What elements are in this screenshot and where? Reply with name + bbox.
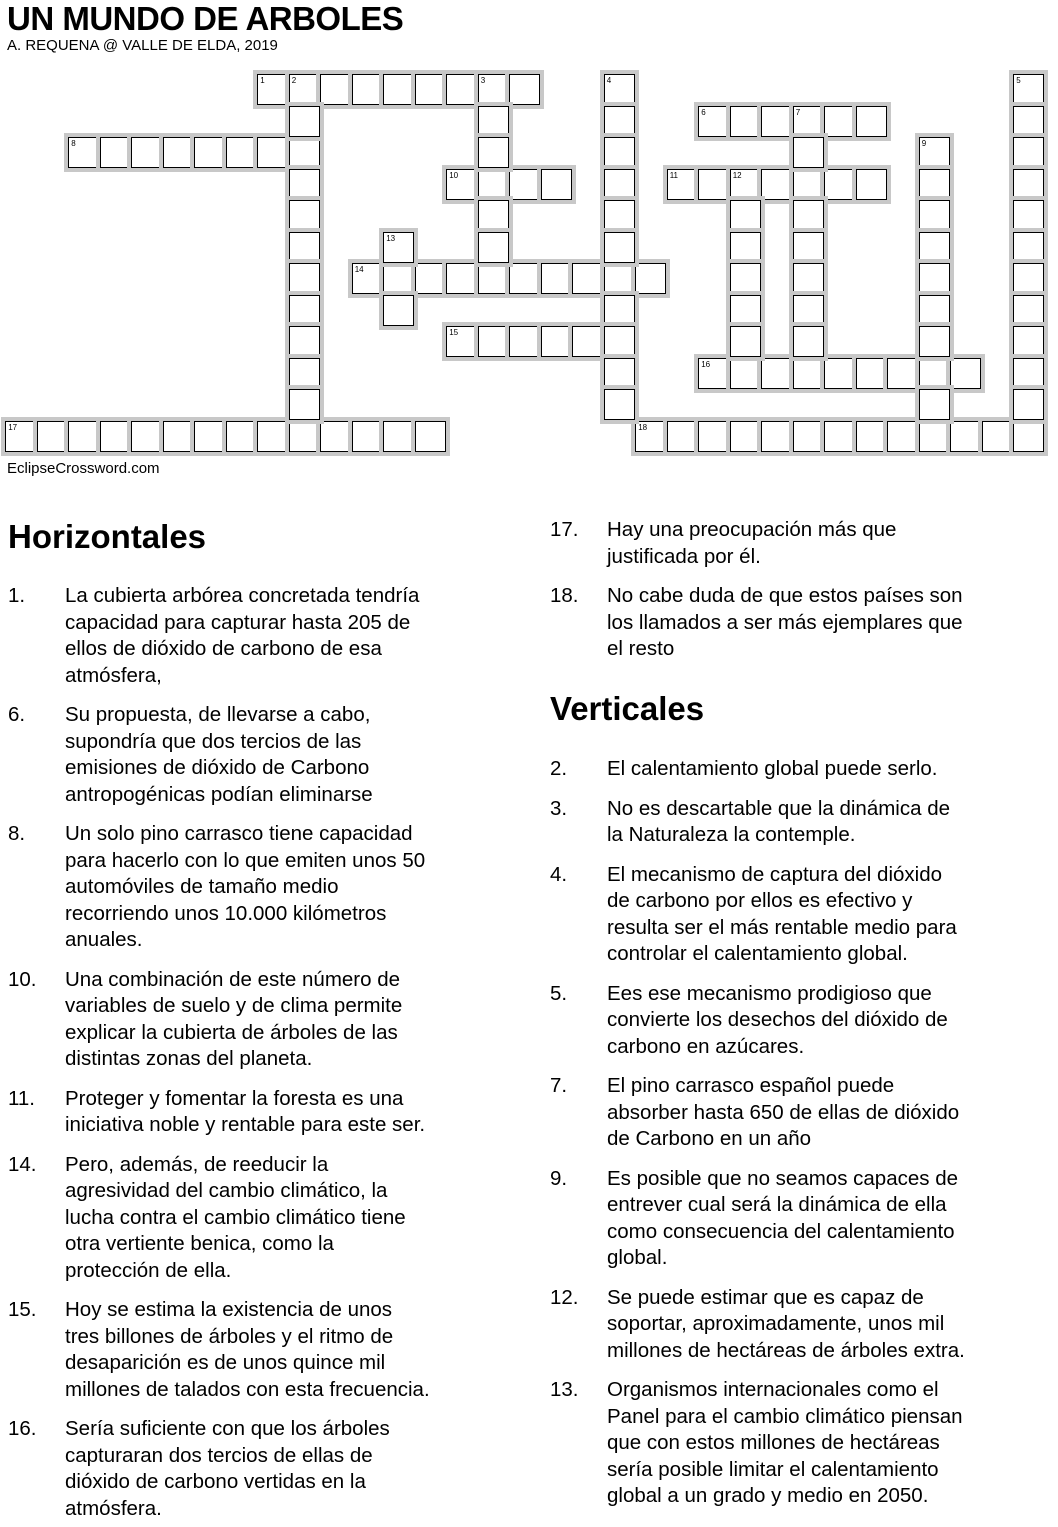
clue-line: justificada por él. bbox=[607, 544, 761, 568]
clue-number-label: 9. bbox=[550, 1166, 568, 1190]
crossword-cell[interactable] bbox=[1013, 137, 1044, 168]
clue-line: soportar, aproximadamente, unos mil bbox=[607, 1312, 945, 1335]
clue-line: El pino carrasco español puede bbox=[607, 1074, 895, 1097]
crossword-cell[interactable] bbox=[289, 358, 320, 389]
clue-text bbox=[607, 796, 1047, 849]
crossword-cell[interactable] bbox=[320, 421, 351, 452]
crossword-cell[interactable] bbox=[226, 421, 257, 452]
crossword-cell[interactable] bbox=[1013, 358, 1044, 389]
clue-line: Proteger y fomentar la foresta es una bbox=[65, 1086, 404, 1110]
clue-line: para hacerlo con lo que emiten unos 50 bbox=[65, 848, 426, 872]
clue-text bbox=[65, 583, 505, 689]
crossword-cell[interactable] bbox=[289, 106, 320, 137]
clue-number-label: 17. bbox=[550, 518, 579, 541]
clue-text bbox=[65, 1416, 505, 1522]
crossword-cell[interactable] bbox=[761, 106, 792, 137]
crossword-cell[interactable] bbox=[667, 169, 698, 200]
crossword-cell[interactable] bbox=[289, 389, 320, 420]
clue-number-label: 13. bbox=[550, 1378, 579, 1401]
crossword-cell[interactable] bbox=[730, 326, 761, 357]
crossword-cell[interactable] bbox=[1013, 74, 1044, 105]
crossword-cell[interactable] bbox=[919, 263, 950, 294]
crossword-cell[interactable] bbox=[1013, 326, 1044, 357]
clue-number-label: 15. bbox=[8, 1298, 37, 1321]
clue-number-label: 5. bbox=[550, 981, 568, 1005]
crossword-cell[interactable] bbox=[415, 263, 446, 294]
clue-number-label: 6. bbox=[8, 703, 26, 726]
clue-number-label: 14. bbox=[8, 1152, 37, 1176]
crossword-cell[interactable] bbox=[478, 74, 509, 105]
crossword-cell[interactable] bbox=[919, 421, 950, 452]
crossword-cell[interactable] bbox=[698, 106, 729, 137]
clue-line: No cabe duda de que estos países son bbox=[607, 584, 963, 607]
crossword-cell[interactable] bbox=[604, 74, 635, 105]
crossword-cell[interactable] bbox=[1013, 295, 1044, 326]
crossword-cell[interactable] bbox=[478, 169, 509, 200]
crossword-cell[interactable] bbox=[194, 137, 225, 168]
crossword-cell[interactable] bbox=[856, 106, 887, 137]
crossword-cell[interactable] bbox=[635, 263, 666, 294]
clue-text bbox=[607, 981, 1047, 1061]
clue-number: 14 bbox=[354, 265, 364, 274]
clue-text bbox=[65, 967, 505, 1073]
crossword-cell[interactable] bbox=[793, 232, 824, 263]
clue-text bbox=[607, 517, 1047, 570]
crossword-cell[interactable] bbox=[887, 421, 918, 452]
crossword-cell[interactable] bbox=[793, 137, 824, 168]
clue-number: 16 bbox=[701, 359, 711, 369]
clue-text bbox=[65, 1086, 505, 1139]
clue-line: Pero, además, de reeducir la bbox=[65, 1152, 329, 1176]
crossword-cell[interactable] bbox=[730, 295, 761, 326]
crossword-cell[interactable] bbox=[730, 232, 761, 263]
clue-number: 15 bbox=[449, 328, 459, 337]
clue-line: de Carbono en un año bbox=[607, 1127, 812, 1150]
clue-line: automóviles de tamaño medio bbox=[65, 875, 339, 898]
crossword-cell[interactable] bbox=[446, 169, 477, 200]
crossword-cell[interactable] bbox=[257, 74, 288, 105]
clue-line: emisiones de dióxido de Carbono bbox=[65, 756, 370, 779]
crossword-cell[interactable] bbox=[761, 169, 792, 200]
crossword-cell[interactable] bbox=[919, 326, 950, 357]
crossword-cell[interactable] bbox=[887, 358, 918, 389]
crossword-cell[interactable] bbox=[478, 106, 509, 137]
crossword-cell[interactable] bbox=[383, 263, 414, 294]
crossword-cell[interactable] bbox=[856, 358, 887, 389]
clue-line: lucha contra el cambio climático tiene bbox=[65, 1205, 406, 1229]
crossword-cell[interactable] bbox=[950, 421, 981, 452]
clue-line: Una combinación de este número de bbox=[65, 967, 401, 991]
clue-text bbox=[607, 1377, 1047, 1510]
clue-line: dióxido de carbono vertidas en la bbox=[65, 1470, 366, 1493]
clue-line: Panel para el cambio climático piensan bbox=[607, 1404, 963, 1428]
clue-line: distintas zonas del planeta. bbox=[65, 1047, 313, 1070]
clue-line: millones de hectáreas de árboles extra. bbox=[607, 1338, 965, 1362]
crossword-cell[interactable] bbox=[793, 326, 824, 357]
clue-number: 17 bbox=[8, 422, 18, 432]
clue-text bbox=[65, 702, 505, 808]
crossword-cell[interactable] bbox=[541, 169, 572, 200]
crossword-cell[interactable] bbox=[68, 421, 99, 452]
clue-number: 6 bbox=[701, 107, 706, 117]
clue-line: entrever cual será la dinámica de ella bbox=[607, 1193, 947, 1216]
clue-line: millones de talados con esta frecuencia. bbox=[65, 1377, 430, 1401]
crossword-cell[interactable] bbox=[919, 389, 950, 420]
crossword-cell[interactable] bbox=[446, 263, 477, 294]
clue-line: atmósfera. bbox=[65, 1496, 162, 1520]
crossword-cell[interactable] bbox=[478, 263, 509, 294]
crossword-cell[interactable] bbox=[793, 200, 824, 231]
crossword-cell[interactable] bbox=[100, 137, 131, 168]
crossword-cell[interactable] bbox=[289, 200, 320, 231]
crossword-cell[interactable] bbox=[730, 200, 761, 231]
crossword-cell[interactable] bbox=[289, 169, 320, 200]
crossword-cell[interactable] bbox=[100, 421, 131, 452]
clue-line: global. bbox=[607, 1246, 668, 1269]
clue-number: 7 bbox=[795, 107, 801, 117]
clue-line: iniciativa noble y rentable para este ser. bbox=[65, 1113, 426, 1136]
crossword-cell[interactable] bbox=[131, 421, 162, 452]
crossword-cell[interactable] bbox=[919, 169, 950, 200]
clue-text bbox=[65, 821, 505, 954]
clue-number-label: 8. bbox=[8, 822, 26, 845]
clue-line: capturaran dos tercios de ellas de bbox=[65, 1443, 373, 1467]
crossword-cell[interactable] bbox=[919, 200, 950, 231]
clue-number: 13 bbox=[386, 233, 396, 243]
crossword-cell[interactable] bbox=[604, 295, 635, 326]
crossword-cell[interactable] bbox=[478, 137, 509, 168]
crossword-cell[interactable] bbox=[982, 421, 1013, 452]
crossword-cell[interactable] bbox=[163, 421, 194, 452]
clue-line: Un solo pino carrasco tiene capacidad bbox=[65, 822, 413, 845]
crossword-cell[interactable] bbox=[5, 421, 36, 452]
crossword-cell[interactable] bbox=[698, 421, 729, 452]
crossword-cell[interactable] bbox=[415, 74, 446, 105]
clue-line: Su propuesta, de llevarse a cabo, bbox=[65, 703, 371, 726]
clue-line: capacidad para capturar hasta 205 de bbox=[65, 610, 411, 634]
crossword-cell[interactable] bbox=[352, 421, 383, 452]
crossword-cell[interactable] bbox=[509, 74, 540, 105]
clue-line: explicar la cubierta de árboles de las bbox=[65, 1020, 398, 1044]
crossword-cell[interactable] bbox=[730, 263, 761, 294]
crossword-cell[interactable] bbox=[478, 200, 509, 231]
crossword-cell[interactable] bbox=[572, 326, 603, 357]
crossword-cell[interactable] bbox=[289, 232, 320, 263]
clue-line: Hay una preocupación más que bbox=[607, 518, 897, 541]
clue-line: convierte los desechos del dióxido de bbox=[607, 1008, 948, 1031]
crossword-cell[interactable] bbox=[383, 421, 414, 452]
crossword-cell[interactable] bbox=[604, 106, 635, 137]
crossword-cell[interactable] bbox=[793, 295, 824, 326]
clue-line: que con estos millones de hectáreas bbox=[607, 1431, 940, 1454]
crossword-cell[interactable] bbox=[352, 263, 383, 294]
crossword-cell[interactable] bbox=[289, 326, 320, 357]
crossword-cell[interactable] bbox=[604, 169, 635, 200]
clue-line: antropogénicas podían eliminarse bbox=[65, 782, 373, 806]
crossword-cell[interactable] bbox=[604, 137, 635, 168]
crossword-cell[interactable] bbox=[1013, 389, 1044, 420]
horizontales-heading: Horizontales bbox=[8, 518, 207, 555]
crossword-cell[interactable] bbox=[383, 232, 414, 263]
clue-line: El mecanismo de captura del dióxido bbox=[607, 862, 943, 886]
crossword-cell[interactable] bbox=[856, 169, 887, 200]
crossword-cell[interactable] bbox=[698, 358, 729, 389]
clue-line: ellos de dióxido de carbono de esa bbox=[65, 637, 382, 660]
crossword-cell[interactable] bbox=[194, 421, 225, 452]
clue-line: Es posible que no seamos capaces de bbox=[607, 1166, 959, 1190]
clue-number: 4 bbox=[606, 76, 612, 85]
crossword-cell[interactable] bbox=[730, 421, 761, 452]
crossword-cell[interactable] bbox=[604, 263, 635, 294]
crossword-grid bbox=[0, 0, 1058, 470]
clue-number-label: 12. bbox=[550, 1285, 579, 1309]
clue-line: recorriendo unos 10.000 kilómetros bbox=[65, 901, 387, 925]
verticales-heading: Verticales bbox=[550, 690, 705, 727]
crossword-cell[interactable] bbox=[37, 421, 68, 452]
page-subtitle: A. REQUENA @ VALLE DE ELDA, 2019 bbox=[7, 37, 278, 54]
crossword-cell[interactable] bbox=[446, 74, 477, 105]
crossword-cell[interactable] bbox=[1013, 263, 1044, 294]
clue-line: absorber hasta 650 de ellas de dióxido bbox=[607, 1100, 960, 1124]
clue-number: 10 bbox=[449, 170, 459, 180]
crossword-cell[interactable] bbox=[856, 421, 887, 452]
clue-line: atmósfera, bbox=[65, 663, 162, 687]
clue-number-label: 18. bbox=[550, 584, 579, 607]
clue-number: 11 bbox=[669, 170, 678, 180]
page-title: UN MUNDO DE ARBOLES bbox=[7, 0, 404, 37]
clue-number-label: 1. bbox=[8, 584, 26, 607]
crossword-cell[interactable] bbox=[730, 169, 761, 200]
clue-number-label: 4. bbox=[550, 862, 568, 886]
crossword-cell[interactable] bbox=[1013, 232, 1044, 263]
clue-number-label: 11. bbox=[8, 1086, 35, 1110]
crossword-cell[interactable] bbox=[289, 295, 320, 326]
crossword-cell[interactable] bbox=[257, 137, 288, 168]
crossword-cell[interactable] bbox=[509, 263, 540, 294]
crossword-cell[interactable] bbox=[1013, 200, 1044, 231]
crossword-cell[interactable] bbox=[1013, 169, 1044, 200]
clue-line: sería posible limitar el calentamiento bbox=[607, 1457, 939, 1481]
crossword-cell[interactable] bbox=[824, 169, 855, 200]
crossword-cell[interactable] bbox=[68, 137, 99, 168]
clue-line: La cubierta arbórea concretada tendría bbox=[65, 584, 420, 607]
crossword-cell[interactable] bbox=[950, 358, 981, 389]
credit-text: EclipseCrossword.com bbox=[7, 460, 160, 477]
clue-text bbox=[607, 756, 1047, 783]
crossword-cell[interactable] bbox=[824, 421, 855, 452]
clue-text bbox=[65, 1297, 505, 1403]
clue-line: Ees ese mecanismo prodigioso que bbox=[607, 981, 932, 1005]
crossword-cell[interactable] bbox=[163, 137, 194, 168]
crossword-cell[interactable] bbox=[604, 200, 635, 231]
clue-line: El calentamiento global puede serlo. bbox=[607, 757, 938, 780]
crossword-cell[interactable] bbox=[257, 421, 288, 452]
clue-line: Se puede estimar que es capaz de bbox=[607, 1285, 924, 1309]
clue-number-label: 2. bbox=[550, 757, 568, 780]
crossword-cell[interactable] bbox=[793, 106, 824, 137]
clue-line: global a un grado y medio en 2050. bbox=[607, 1484, 929, 1507]
crossword-cell[interactable] bbox=[824, 358, 855, 389]
clue-line: Organismos internacionales como el bbox=[607, 1378, 939, 1401]
clue-line: el resto bbox=[607, 637, 675, 660]
crossword-cell[interactable] bbox=[730, 358, 761, 389]
crossword-cell[interactable] bbox=[572, 263, 603, 294]
crossword-cell[interactable] bbox=[698, 169, 729, 200]
clue-number-label: 7. bbox=[550, 1074, 568, 1097]
clue-number-label: 16. bbox=[8, 1417, 37, 1440]
crossword-cell[interactable] bbox=[793, 421, 824, 452]
crossword-cell[interactable] bbox=[509, 169, 540, 200]
crossword-cell[interactable] bbox=[478, 326, 509, 357]
clue-number: 3 bbox=[480, 76, 486, 85]
clue-line: controlar el calentamiento global. bbox=[607, 942, 908, 965]
crossword-cell[interactable] bbox=[635, 421, 666, 452]
clue-number: 12 bbox=[732, 170, 742, 180]
clue-line: tres billones de árboles y el ritmo de bbox=[65, 1324, 394, 1348]
crossword-cell[interactable] bbox=[604, 232, 635, 263]
clue-line: la Naturaleza la contemple. bbox=[607, 823, 856, 846]
crossword-cell[interactable] bbox=[604, 358, 635, 389]
crossword-cell[interactable] bbox=[446, 326, 477, 357]
crossword-cell[interactable] bbox=[478, 232, 509, 263]
crossword-cell[interactable] bbox=[1013, 421, 1044, 452]
crossword-cell[interactable] bbox=[289, 263, 320, 294]
crossword-cell[interactable] bbox=[730, 106, 761, 137]
crossword-cell[interactable] bbox=[667, 421, 698, 452]
crossword-cell[interactable] bbox=[131, 137, 162, 168]
crossword-cell[interactable] bbox=[289, 137, 320, 168]
clue-text bbox=[607, 862, 1047, 968]
crossword-cell[interactable] bbox=[320, 74, 351, 105]
crossword-cell[interactable] bbox=[604, 326, 635, 357]
crossword-cell[interactable] bbox=[604, 389, 635, 420]
clue-number: 5 bbox=[1016, 76, 1021, 85]
clue-text bbox=[65, 1152, 505, 1285]
crossword-cell[interactable] bbox=[383, 295, 414, 326]
clue-number: 2 bbox=[291, 76, 297, 85]
crossword-cell[interactable] bbox=[541, 326, 572, 357]
clue-line: anuales. bbox=[65, 928, 143, 951]
crossword-cell[interactable] bbox=[226, 137, 257, 168]
clue-line: Sería suficiente con que los árboles bbox=[65, 1417, 390, 1440]
crossword-cell[interactable] bbox=[824, 106, 855, 137]
clue-line: variables de suelo y de clima permite bbox=[65, 994, 403, 1017]
crossword-cell[interactable] bbox=[1013, 106, 1044, 137]
clue-text bbox=[607, 1285, 1047, 1365]
crossword-cell[interactable] bbox=[793, 358, 824, 389]
clue-line: como consecuencia del calentamiento bbox=[607, 1219, 955, 1243]
clue-line: resulta ser el más rentable medio para bbox=[607, 915, 957, 939]
crossword-cell[interactable] bbox=[793, 169, 824, 200]
clue-number: 9 bbox=[921, 139, 927, 148]
crossword-cell[interactable] bbox=[383, 74, 414, 105]
clue-number-label: 10. bbox=[8, 967, 37, 991]
clue-line: otra vertiente benica, como la bbox=[65, 1232, 334, 1255]
crossword-cell[interactable] bbox=[793, 263, 824, 294]
clue-number: 8 bbox=[71, 139, 76, 148]
clue-text bbox=[607, 1073, 1047, 1153]
clue-line: carbono en azúcares. bbox=[607, 1034, 805, 1058]
clue-number-label: 3. bbox=[550, 796, 568, 820]
crossword-cell[interactable] bbox=[761, 421, 792, 452]
crossword-cell[interactable] bbox=[761, 358, 792, 389]
clue-number: 1 bbox=[260, 76, 265, 85]
clue-line: de carbono por ellos es efectivo y bbox=[607, 889, 913, 912]
crossword-cell[interactable] bbox=[541, 263, 572, 294]
crossword-cell[interactable] bbox=[509, 326, 540, 357]
crossword-cell[interactable] bbox=[919, 358, 950, 389]
crossword-cell[interactable] bbox=[289, 421, 320, 452]
clue-line: agresividad del cambio climático, la bbox=[65, 1179, 388, 1202]
clue-line: protección de ella. bbox=[65, 1258, 232, 1282]
clue-number: 18 bbox=[638, 422, 648, 432]
crossword-cell[interactable] bbox=[415, 421, 446, 452]
crossword-cell[interactable] bbox=[919, 137, 950, 168]
crossword-cell[interactable] bbox=[919, 232, 950, 263]
clue-line: No es descartable que la dinámica de bbox=[607, 796, 951, 820]
clue-line: supondría que dos tercios de las bbox=[65, 729, 362, 753]
crossword-cell[interactable] bbox=[919, 295, 950, 326]
crossword-cell[interactable] bbox=[289, 74, 320, 105]
crossword-cell[interactable] bbox=[352, 74, 383, 105]
clue-line: desaparición es de unos quince mil bbox=[65, 1351, 386, 1374]
clue-text bbox=[607, 1166, 1047, 1272]
clue-line: Hoy se estima la existencia de unos bbox=[65, 1298, 393, 1321]
clue-text bbox=[607, 583, 1047, 663]
clue-line: los llamados a ser más ejemplares que bbox=[607, 610, 963, 634]
